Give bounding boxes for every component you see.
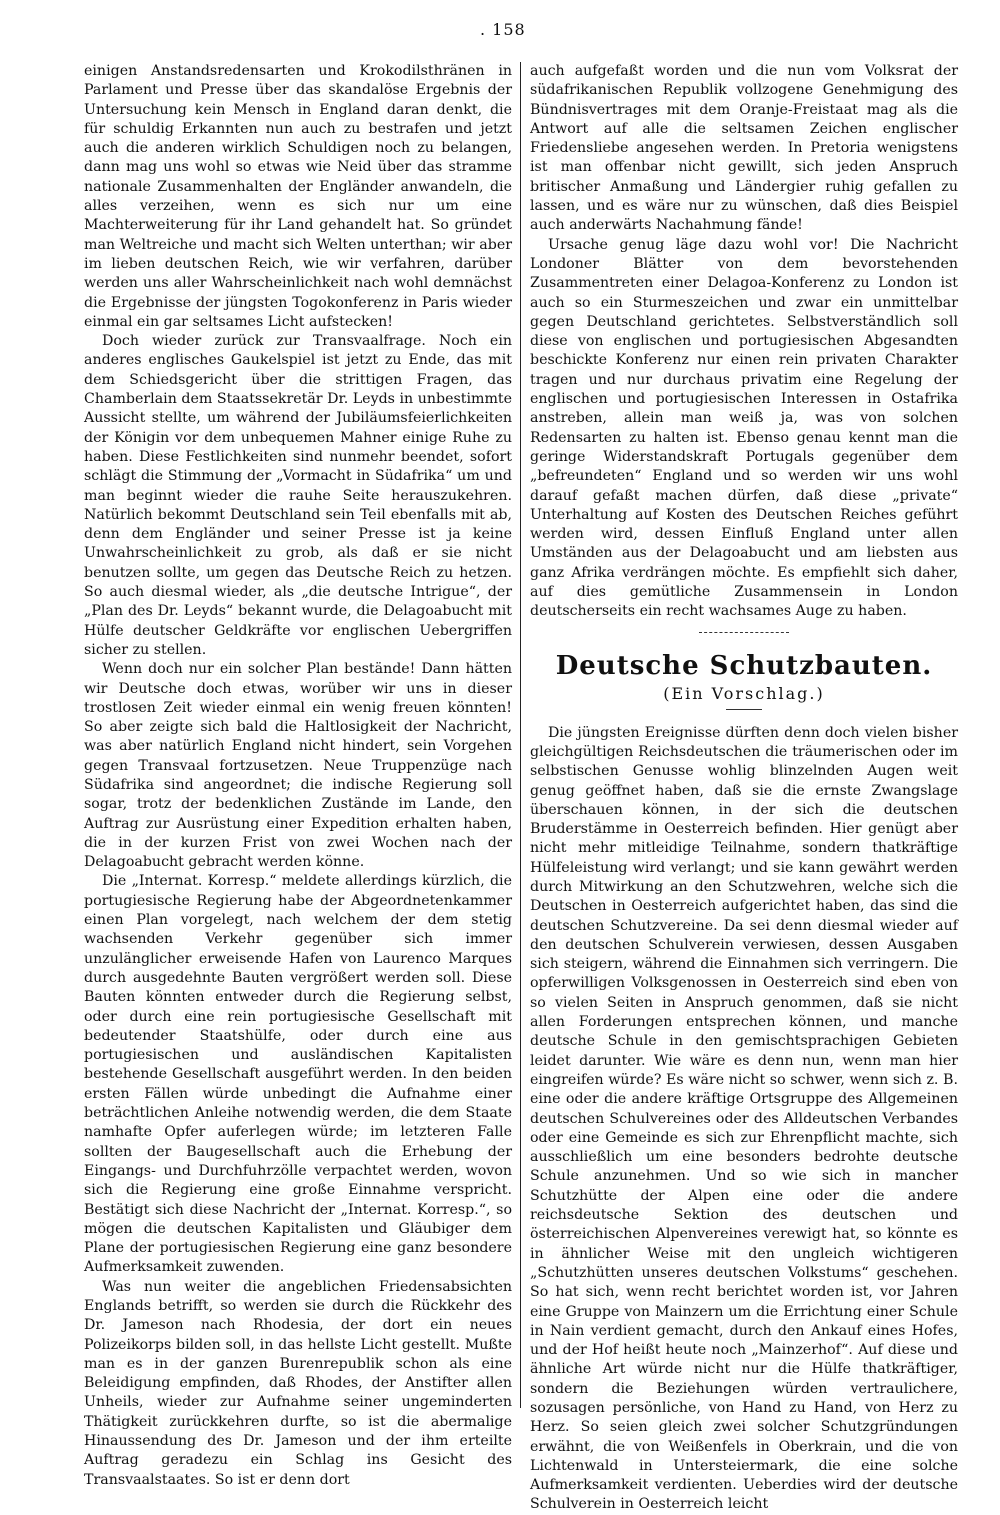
left-paragraph-2: Doch wieder zurück zur Transvaalfrage. Noch ein anderes englisches Gaukelspiel ist jetzt zu Ende, das mit dem Schiedsgericht über die strittigen Fragen, das Chamberlain dem Staatssekretär Dr. Leyds in unbestimmte Aussicht stellte, um während der Jubiläumsfeierlichkeiten der Königin vor dem unbequemen Mahner einige Ruhe zu haben. Diese Festlichkeiten sind nunmehr beendet, sofort schlägt die Stimmung der „Vormacht in Südafrika“ um und man beginnt wieder die rauhe Seite herauszukehren. Natürlich bekommt Deutschland sein Teil ebenfalls mit ab, denn dem Engländer und seiner Presse ist ja keine Unwahrscheinlichkeit zu grob, als daß er sie nicht benutzen sollte, um gegen das Deutsche Reich zu hetzen. So auch diesmal wieder, als „die deutsche Intrigue“, der „Plan des Dr. Leyds“ bekannt wurde, die Delagoabucht mit Hülfe deutscher Geldkräfte vor englischen Uebergriffen sicher zu stellen.: [84, 333, 512, 658]
article-title: Deutsche Schutzbauten.: [555, 650, 933, 681]
right-paragraph-2: Ursache genug läge dazu wohl vor! Die Nachricht Londoner Blätter von dem bevorstehenden Zusammentreten einer Delagoa-Konferenz zu London ist auch so ein Sturmeszeichen und zwar ein unmittelbar gegen Deutschland gerichtetes. Selbstverständlich soll diese von englischen und portugiesischen Abgesandten beschickte Konferenz nur einen rein privaten Charakter tragen und nur durchaus privatim eine Regelung der englischen und portugiesischen Interessen in Ostafrika anstreben, allein man weiß ja, was von solchen Redensarten zu halten ist. Ebenso genau kennt man die geringe Widerstandskraft Portugals gegenüber dem „befreundeten“ England und so werden wir uns wohl darauf gefaßt machen dürfen, daß diese „private“ Unterhaltung auf Kosten des Deutschen Reiches geführt werden wird, dessen Einfluß England unter allen Umständen aus der Delagoabucht und am liebsten aus ganz Afrika verdrängen möchte. Es empfiehlt sich daher, auf dies gemütliche Zusammensein in London deutscherseits ein recht wachsames Auge zu haben.: [530, 236, 958, 620]
title-rule: [726, 709, 762, 710]
article-paragraph-1: Die jüngsten Ereignisse dürften denn doch vielen bisher gleichgültigen Reichsdeutschen die träumerischen oder im selbstischen Genusse wohlig blinzelnden Augen weit genug geöffnet haben, daß sie die ernste Zwangslage überschauen können, in der sich die deutschen Bruderstämme in Oesterreich befinden. Hier genügt aber nicht mehr mitleidige Teilnahme, sondern thatkräftige Hülfeleistung wird verlangt; und sie kann gewährt werden durch Mitwirkung an den Schutzwehren, welche sich die Deutschen in Oesterreich aufgerichtet haben, das sind die deutschen Schutzvereine. Da sei denn diesmal wieder auf den deutschen Schulverein verwiesen, dessen Ausgaben sich steigern, während die Einnahmen sich verringern. Die opferwilligen Volksgenossen in Oesterreich sind eben von so vielen Seiten in Anspruch genommen, daß sie nicht allen Forderungen entsprechen können, und manche deutsche Schule in den gemischtsprachigen Gebieten leidet darunter. Wie wäre es denn nun, wenn man hier eingreifen würde? Es wäre nicht so schwer, wenn sich z. B. eine oder die andere kräftige Ortsgruppe des Allgemeinen deutschen Schulvereines oder des Alldeutschen Verbandes oder eine Gemeinde es sich zur Ehrenpflicht machte, sich ausschließlich um eine besonders bedrohte deutsche Schule anzunehmen. Und so wie sich in mancher Schutzhütte der Alpen eine oder die andere reichsdeutsche Sektion des deutschen und österreichischen Alpenvereines verewigt hat, so könnte es in ähnlicher Weise mit den ungleich wichtigeren „Schutzhütten unseres deutschen Volkstums“ geschehen. So hat sich, wenn recht berichtet worden ist, vor Jahren eine Gruppe von Mainzern um die Errichtung einer Schule in Nain verdient gemacht, durch den Ankauf eines Hofes, und der Hof heißt heute noch „Mainzerhof“. Auf diese und ähnliche Art würde nicht nur die Hülfe thatkräftiger, sondern die Beziehungen würden vertraulichere, sozusagen persönliche, von Hand zu Hand, von Herz zu Herz. So seien gleich zwei solcher Schutzgründungen erwähnt, die von Weißenfels in Oberkrain, und die von Lichtenwald in Untersteiermark, die eine solche Aufmerksamkeit verdienten. Ueberdies wird der deutsche Schulverein in Oesterreich leicht: [530, 724, 958, 1513]
column-divider: [520, 62, 521, 1408]
article-subtitle: (Ein Vorschlag.): [663, 683, 825, 703]
page-number: . 158: [480, 20, 526, 39]
right-column: [530, 62, 958, 1515]
right-paragraph-1: auch aufgefaßt worden und die nun vom Volksrat der südafrikanischen Republik vollzogene Genehmigung des Bündnisvertrages mit dem Oranje-Freistaat mag als die Antwort auf alle die seltsamen Zeichen englischer Friedensliebe angesehen werden. In Pretoria wenigstens ist man offenbar nicht gewillt, sich jeden Anspruch britischer Anmaßung und Ländergier ruhig gefallen zu lassen, und es wäre nur zu wünschen, daß dies Beispiel auch anderwärts Nachahmung fände!: [530, 63, 958, 234]
left-paragraph-1: einigen Anstandsredensarten und Krokodilsthränen in Parlament und Presse über das skandalöse Ergebnis der Untersuchung kein Mensch in England daran denkt, die für schuldig Erkannten nun auch zu bestrafen und jetzt auch die anderen wirklich Schuldigen noch zu belangen, dann mag uns wohl so etwas wie Neid über das stramme nationale Zusammenhalten der Engländer anwandeln, die alles verzeihen, wenn es sich nur um eine Machterweiterung für ihr Land gehandelt hat. So gründet man Weltreiche und macht sich Welten unterthan; wir aber im lieben deutschen Reich, wie wir verfahren, darüber werden uns aller Wahrscheinlichkeit nach wohl demnächst die Ergebnisse der jüngsten Togokonferenz in Paris wieder einmal ein gar seltsames Licht aufstecken!: [84, 63, 512, 330]
section-separator: [699, 632, 789, 633]
left-column: [84, 62, 512, 1490]
left-paragraph-3: Wenn doch nur ein solcher Plan bestände! Dann hätten wir Deutsche doch etwas, worüber wir uns in dieser trostlosen Zeit wieder einmal ein wenig freuen könnten! So aber zeigte sich bald die Haltlosigkeit der Nachricht, was aber natürlich England nicht hindert, sein Vorgehen gegen Transvaal fortzusetzen. Neue Truppenzüge nach Südafrika sind angeordnet; die indische Regierung soll sogar, trotz der bedenklichen Zustände im Lande, den Auftrag zur Ausrüstung einer Expedition erhalten haben, die in der kurzen Frist von zwei Wochen nach der Delagoabucht gebracht werden könne.: [84, 661, 512, 871]
left-paragraph-5: Was nun weiter die angeblichen Friedensabsichten Englands betrifft, so werden sie durch die Rückkehr des Dr. Jameson nach Rhodesia, der dort ein neues Polizeikorps bilden soll, in das hellste Licht gestellt. Mußte man es in der ganzen Burenrepublik schon als eine Beleidigung empfinden, daß Rhodes, der Anstifter allen Unheils, wieder zur Aufnahme seiner ungeminderten Thätigkeit zurückkehren durfte, so ist die abermalige Hinaussendung des Dr. Jameson und der ihm erteilte Auftrag geradezu ein Schlag ins Gesicht des Transvaalstaates. So ist er denn dort: [84, 1278, 512, 1488]
left-paragraph-4: Die „Internat. Korresp.“ meldete allerdings kürzlich, die portugiesische Regierung habe der Abgeordnetenkammer einen Plan vorgelegt, nach welchem der dem stetig wachsenden Verkehr gegenüber sich immer unzulänglicher erweisende Hafen von Laurenco Marques durch ausgedehnte Bauten vergrößert werden soll. Diese Bauten könnten entweder durch die Regierung selbst, oder durch eine rein portugiesische Gesellschaft mit bedeutender Staatshülfe, oder durch eine aus portugiesischen und ausländischen Kapitalisten bestehende Gesellschaft ausgeführt werden. In den beiden ersten Fällen würde unbedingt die Aufnahme einer beträchtlichen Anleihe notwendig werden, die dem Staate namhafte Opfer auferlegen würde; im letzteren Falle sollten der Baugesellschaft auch die Erhebung der Eingangs- und Durchfuhrzölle verpachtet werden, wovon sich die Regierung eine große Einnahme verspricht. Bestätigt sich diese Nachricht der „Internat. Korresp.“, so mögen die deutschen Kapitalisten und Gläubiger dem Plane der portugiesischen Regierung eine ganz besondere Aufmerksamkeit zuwenden.: [84, 873, 512, 1276]
